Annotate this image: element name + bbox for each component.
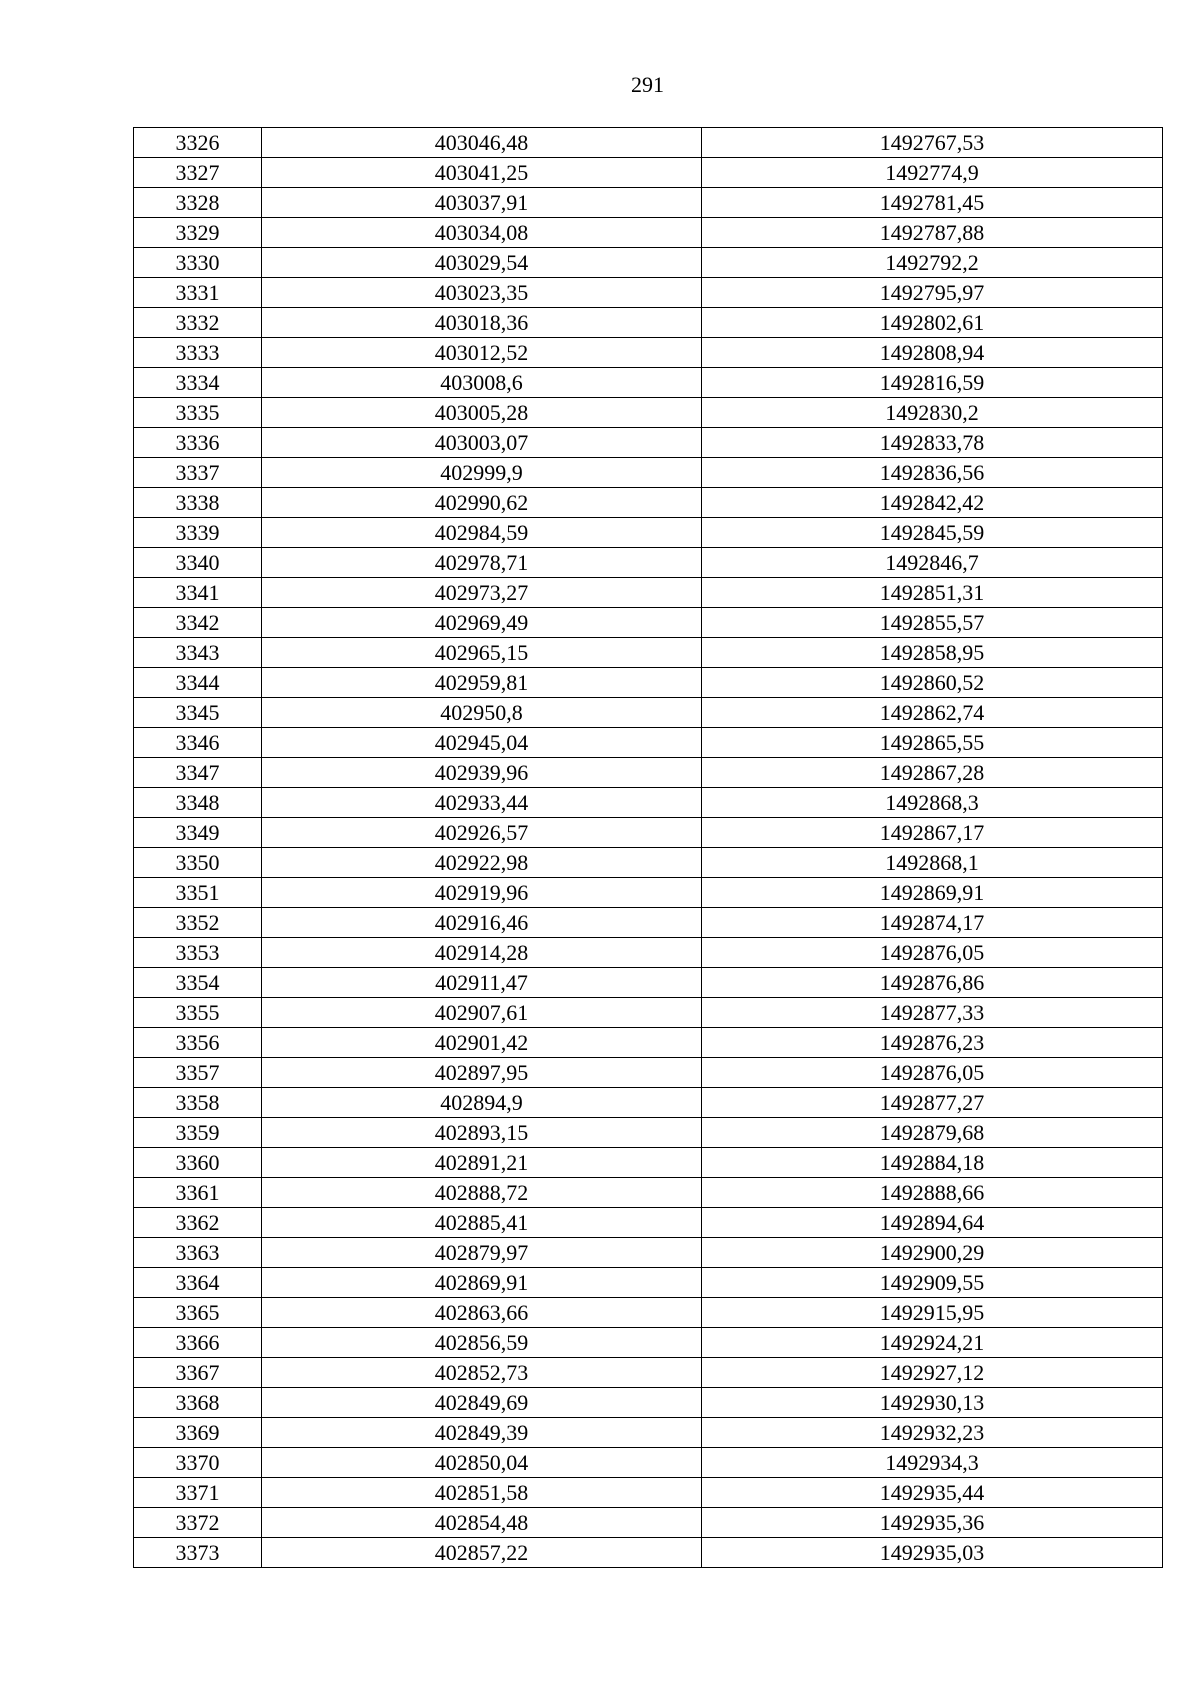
cell-point-number: 3354 (134, 968, 262, 998)
cell-point-number: 3346 (134, 728, 262, 758)
cell-x-coordinate: 403029,54 (262, 248, 702, 278)
cell-x-coordinate: 402897,95 (262, 1058, 702, 1088)
cell-x-coordinate: 402901,42 (262, 1028, 702, 1058)
cell-point-number: 3337 (134, 458, 262, 488)
cell-point-number: 3336 (134, 428, 262, 458)
cell-x-coordinate: 402850,04 (262, 1448, 702, 1478)
cell-y-coordinate: 1492830,2 (702, 398, 1163, 428)
cell-x-coordinate: 403008,6 (262, 368, 702, 398)
table-row (134, 968, 1163, 998)
cell-y-coordinate: 1492842,42 (702, 488, 1163, 518)
cell-y-coordinate: 1492858,95 (702, 638, 1163, 668)
cell-point-number: 3363 (134, 1238, 262, 1268)
cell-x-coordinate: 402959,81 (262, 668, 702, 698)
cell-y-coordinate: 1492877,33 (702, 998, 1163, 1028)
cell-y-coordinate: 1492934,3 (702, 1448, 1163, 1478)
cell-y-coordinate: 1492795,97 (702, 278, 1163, 308)
cell-point-number: 3341 (134, 578, 262, 608)
table-row (134, 308, 1163, 338)
cell-point-number: 3332 (134, 308, 262, 338)
cell-y-coordinate: 1492909,55 (702, 1268, 1163, 1298)
cell-point-number: 3338 (134, 488, 262, 518)
cell-y-coordinate: 1492846,7 (702, 548, 1163, 578)
cell-y-coordinate: 1492877,27 (702, 1088, 1163, 1118)
table-row (134, 998, 1163, 1028)
cell-point-number: 3340 (134, 548, 262, 578)
cell-y-coordinate: 1492868,3 (702, 788, 1163, 818)
cell-point-number: 3347 (134, 758, 262, 788)
table-row (134, 938, 1163, 968)
cell-y-coordinate: 1492876,23 (702, 1028, 1163, 1058)
cell-x-coordinate: 402916,46 (262, 908, 702, 938)
cell-x-coordinate: 403046,48 (262, 128, 702, 158)
cell-x-coordinate: 403023,35 (262, 278, 702, 308)
cell-x-coordinate: 402885,41 (262, 1208, 702, 1238)
cell-y-coordinate: 1492900,29 (702, 1238, 1163, 1268)
cell-point-number: 3367 (134, 1358, 262, 1388)
table-row (134, 548, 1163, 578)
cell-point-number: 3364 (134, 1268, 262, 1298)
cell-point-number: 3372 (134, 1508, 262, 1538)
table-row (134, 1118, 1163, 1148)
cell-y-coordinate: 1492930,13 (702, 1388, 1163, 1418)
cell-y-coordinate: 1492816,59 (702, 368, 1163, 398)
cell-y-coordinate: 1492833,78 (702, 428, 1163, 458)
table-row (134, 848, 1163, 878)
cell-x-coordinate: 402894,9 (262, 1088, 702, 1118)
cell-x-coordinate: 402926,57 (262, 818, 702, 848)
table-row (134, 608, 1163, 638)
cell-point-number: 3368 (134, 1388, 262, 1418)
cell-point-number: 3356 (134, 1028, 262, 1058)
cell-y-coordinate: 1492869,91 (702, 878, 1163, 908)
cell-y-coordinate: 1492860,52 (702, 668, 1163, 698)
cell-x-coordinate: 402990,62 (262, 488, 702, 518)
table-row (134, 1538, 1163, 1568)
cell-x-coordinate: 402919,96 (262, 878, 702, 908)
cell-point-number: 3351 (134, 878, 262, 908)
cell-y-coordinate: 1492874,17 (702, 908, 1163, 938)
cell-x-coordinate: 402852,73 (262, 1358, 702, 1388)
cell-point-number: 3348 (134, 788, 262, 818)
cell-point-number: 3335 (134, 398, 262, 428)
table-row (134, 428, 1163, 458)
cell-y-coordinate: 1492855,57 (702, 608, 1163, 638)
cell-y-coordinate: 1492865,55 (702, 728, 1163, 758)
table-row (134, 1148, 1163, 1178)
cell-y-coordinate: 1492862,74 (702, 698, 1163, 728)
cell-x-coordinate: 402854,48 (262, 1508, 702, 1538)
table-row (134, 278, 1163, 308)
cell-x-coordinate: 402907,61 (262, 998, 702, 1028)
table-row (134, 488, 1163, 518)
table-row (134, 1088, 1163, 1118)
cell-x-coordinate: 402849,69 (262, 1388, 702, 1418)
cell-y-coordinate: 1492808,94 (702, 338, 1163, 368)
table-row (134, 1268, 1163, 1298)
cell-x-coordinate: 403018,36 (262, 308, 702, 338)
table-row (134, 518, 1163, 548)
cell-point-number: 3326 (134, 128, 262, 158)
cell-y-coordinate: 1492935,36 (702, 1508, 1163, 1538)
cell-x-coordinate: 402914,28 (262, 938, 702, 968)
cell-x-coordinate: 402939,96 (262, 758, 702, 788)
cell-y-coordinate: 1492781,45 (702, 188, 1163, 218)
table-row (134, 188, 1163, 218)
cell-x-coordinate: 402857,22 (262, 1538, 702, 1568)
cell-point-number: 3333 (134, 338, 262, 368)
table-row (134, 788, 1163, 818)
cell-y-coordinate: 1492884,18 (702, 1148, 1163, 1178)
cell-x-coordinate: 402863,66 (262, 1298, 702, 1328)
table-row (134, 1418, 1163, 1448)
table-row (134, 128, 1163, 158)
table-row (134, 758, 1163, 788)
cell-x-coordinate: 402869,91 (262, 1268, 702, 1298)
cell-y-coordinate: 1492774,9 (702, 158, 1163, 188)
cell-point-number: 3327 (134, 158, 262, 188)
coordinates-table (133, 127, 1163, 1568)
cell-x-coordinate: 403012,52 (262, 338, 702, 368)
table-row (134, 1448, 1163, 1478)
cell-y-coordinate: 1492935,03 (702, 1538, 1163, 1568)
table-row (134, 668, 1163, 698)
table-row (134, 398, 1163, 428)
cell-point-number: 3355 (134, 998, 262, 1028)
cell-x-coordinate: 402879,97 (262, 1238, 702, 1268)
cell-point-number: 3359 (134, 1118, 262, 1148)
table-row (134, 158, 1163, 188)
table-row (134, 878, 1163, 908)
cell-x-coordinate: 402984,59 (262, 518, 702, 548)
table-row (134, 1508, 1163, 1538)
table-row (134, 1388, 1163, 1418)
cell-point-number: 3370 (134, 1448, 262, 1478)
cell-y-coordinate: 1492851,31 (702, 578, 1163, 608)
cell-point-number: 3328 (134, 188, 262, 218)
table-row (134, 1208, 1163, 1238)
table-row (134, 728, 1163, 758)
cell-x-coordinate: 402856,59 (262, 1328, 702, 1358)
cell-y-coordinate: 1492888,66 (702, 1178, 1163, 1208)
cell-point-number: 3339 (134, 518, 262, 548)
cell-y-coordinate: 1492927,12 (702, 1358, 1163, 1388)
table-row (134, 368, 1163, 398)
cell-x-coordinate: 402888,72 (262, 1178, 702, 1208)
cell-y-coordinate: 1492932,23 (702, 1418, 1163, 1448)
cell-x-coordinate: 402945,04 (262, 728, 702, 758)
cell-point-number: 3342 (134, 608, 262, 638)
table-row (134, 458, 1163, 488)
table-row (134, 248, 1163, 278)
cell-x-coordinate: 403041,25 (262, 158, 702, 188)
cell-y-coordinate: 1492767,53 (702, 128, 1163, 158)
cell-y-coordinate: 1492845,59 (702, 518, 1163, 548)
cell-point-number: 3362 (134, 1208, 262, 1238)
cell-point-number: 3366 (134, 1328, 262, 1358)
cell-y-coordinate: 1492867,17 (702, 818, 1163, 848)
cell-point-number: 3349 (134, 818, 262, 848)
table-row (134, 638, 1163, 668)
table-row (134, 338, 1163, 368)
cell-x-coordinate: 402922,98 (262, 848, 702, 878)
cell-point-number: 3343 (134, 638, 262, 668)
cell-x-coordinate: 402973,27 (262, 578, 702, 608)
cell-x-coordinate: 402851,58 (262, 1478, 702, 1508)
table-row (134, 1358, 1163, 1388)
cell-y-coordinate: 1492836,56 (702, 458, 1163, 488)
table-row (134, 1028, 1163, 1058)
cell-x-coordinate: 403037,91 (262, 188, 702, 218)
cell-y-coordinate: 1492876,05 (702, 938, 1163, 968)
cell-x-coordinate: 402978,71 (262, 548, 702, 578)
cell-point-number: 3329 (134, 218, 262, 248)
cell-x-coordinate: 402911,47 (262, 968, 702, 998)
table-row (134, 578, 1163, 608)
cell-point-number: 3344 (134, 668, 262, 698)
cell-point-number: 3357 (134, 1058, 262, 1088)
cell-y-coordinate: 1492876,86 (702, 968, 1163, 998)
cell-point-number: 3331 (134, 278, 262, 308)
cell-x-coordinate: 402965,15 (262, 638, 702, 668)
cell-x-coordinate: 402950,8 (262, 698, 702, 728)
coordinates-table-body (134, 128, 1163, 1568)
cell-point-number: 3334 (134, 368, 262, 398)
cell-x-coordinate: 403034,08 (262, 218, 702, 248)
cell-point-number: 3353 (134, 938, 262, 968)
cell-point-number: 3373 (134, 1538, 262, 1568)
cell-x-coordinate: 403003,07 (262, 428, 702, 458)
cell-y-coordinate: 1492935,44 (702, 1478, 1163, 1508)
cell-point-number: 3330 (134, 248, 262, 278)
cell-point-number: 3371 (134, 1478, 262, 1508)
cell-x-coordinate: 402849,39 (262, 1418, 702, 1448)
cell-y-coordinate: 1492894,64 (702, 1208, 1163, 1238)
table-row (134, 1478, 1163, 1508)
cell-y-coordinate: 1492867,28 (702, 758, 1163, 788)
table-row (134, 908, 1163, 938)
cell-y-coordinate: 1492876,05 (702, 1058, 1163, 1088)
cell-x-coordinate: 402891,21 (262, 1148, 702, 1178)
table-row (134, 1298, 1163, 1328)
cell-y-coordinate: 1492868,1 (702, 848, 1163, 878)
table-row (134, 1178, 1163, 1208)
cell-point-number: 3369 (134, 1418, 262, 1448)
cell-x-coordinate: 402933,44 (262, 788, 702, 818)
cell-x-coordinate: 402969,49 (262, 608, 702, 638)
cell-point-number: 3352 (134, 908, 262, 938)
cell-x-coordinate: 402999,9 (262, 458, 702, 488)
cell-point-number: 3365 (134, 1298, 262, 1328)
table-row (134, 1238, 1163, 1268)
table-row (134, 818, 1163, 848)
cell-x-coordinate: 402893,15 (262, 1118, 702, 1148)
cell-point-number: 3361 (134, 1178, 262, 1208)
cell-y-coordinate: 1492924,21 (702, 1328, 1163, 1358)
table-row (134, 1058, 1163, 1088)
cell-point-number: 3345 (134, 698, 262, 728)
cell-point-number: 3350 (134, 848, 262, 878)
cell-point-number: 3360 (134, 1148, 262, 1178)
cell-y-coordinate: 1492787,88 (702, 218, 1163, 248)
table-row (134, 218, 1163, 248)
page-number: 291 (631, 72, 664, 97)
table-row (134, 1328, 1163, 1358)
cell-y-coordinate: 1492879,68 (702, 1118, 1163, 1148)
cell-point-number: 3358 (134, 1088, 262, 1118)
cell-x-coordinate: 403005,28 (262, 398, 702, 428)
cell-y-coordinate: 1492802,61 (702, 308, 1163, 338)
cell-y-coordinate: 1492915,95 (702, 1298, 1163, 1328)
cell-y-coordinate: 1492792,2 (702, 248, 1163, 278)
table-row (134, 698, 1163, 728)
